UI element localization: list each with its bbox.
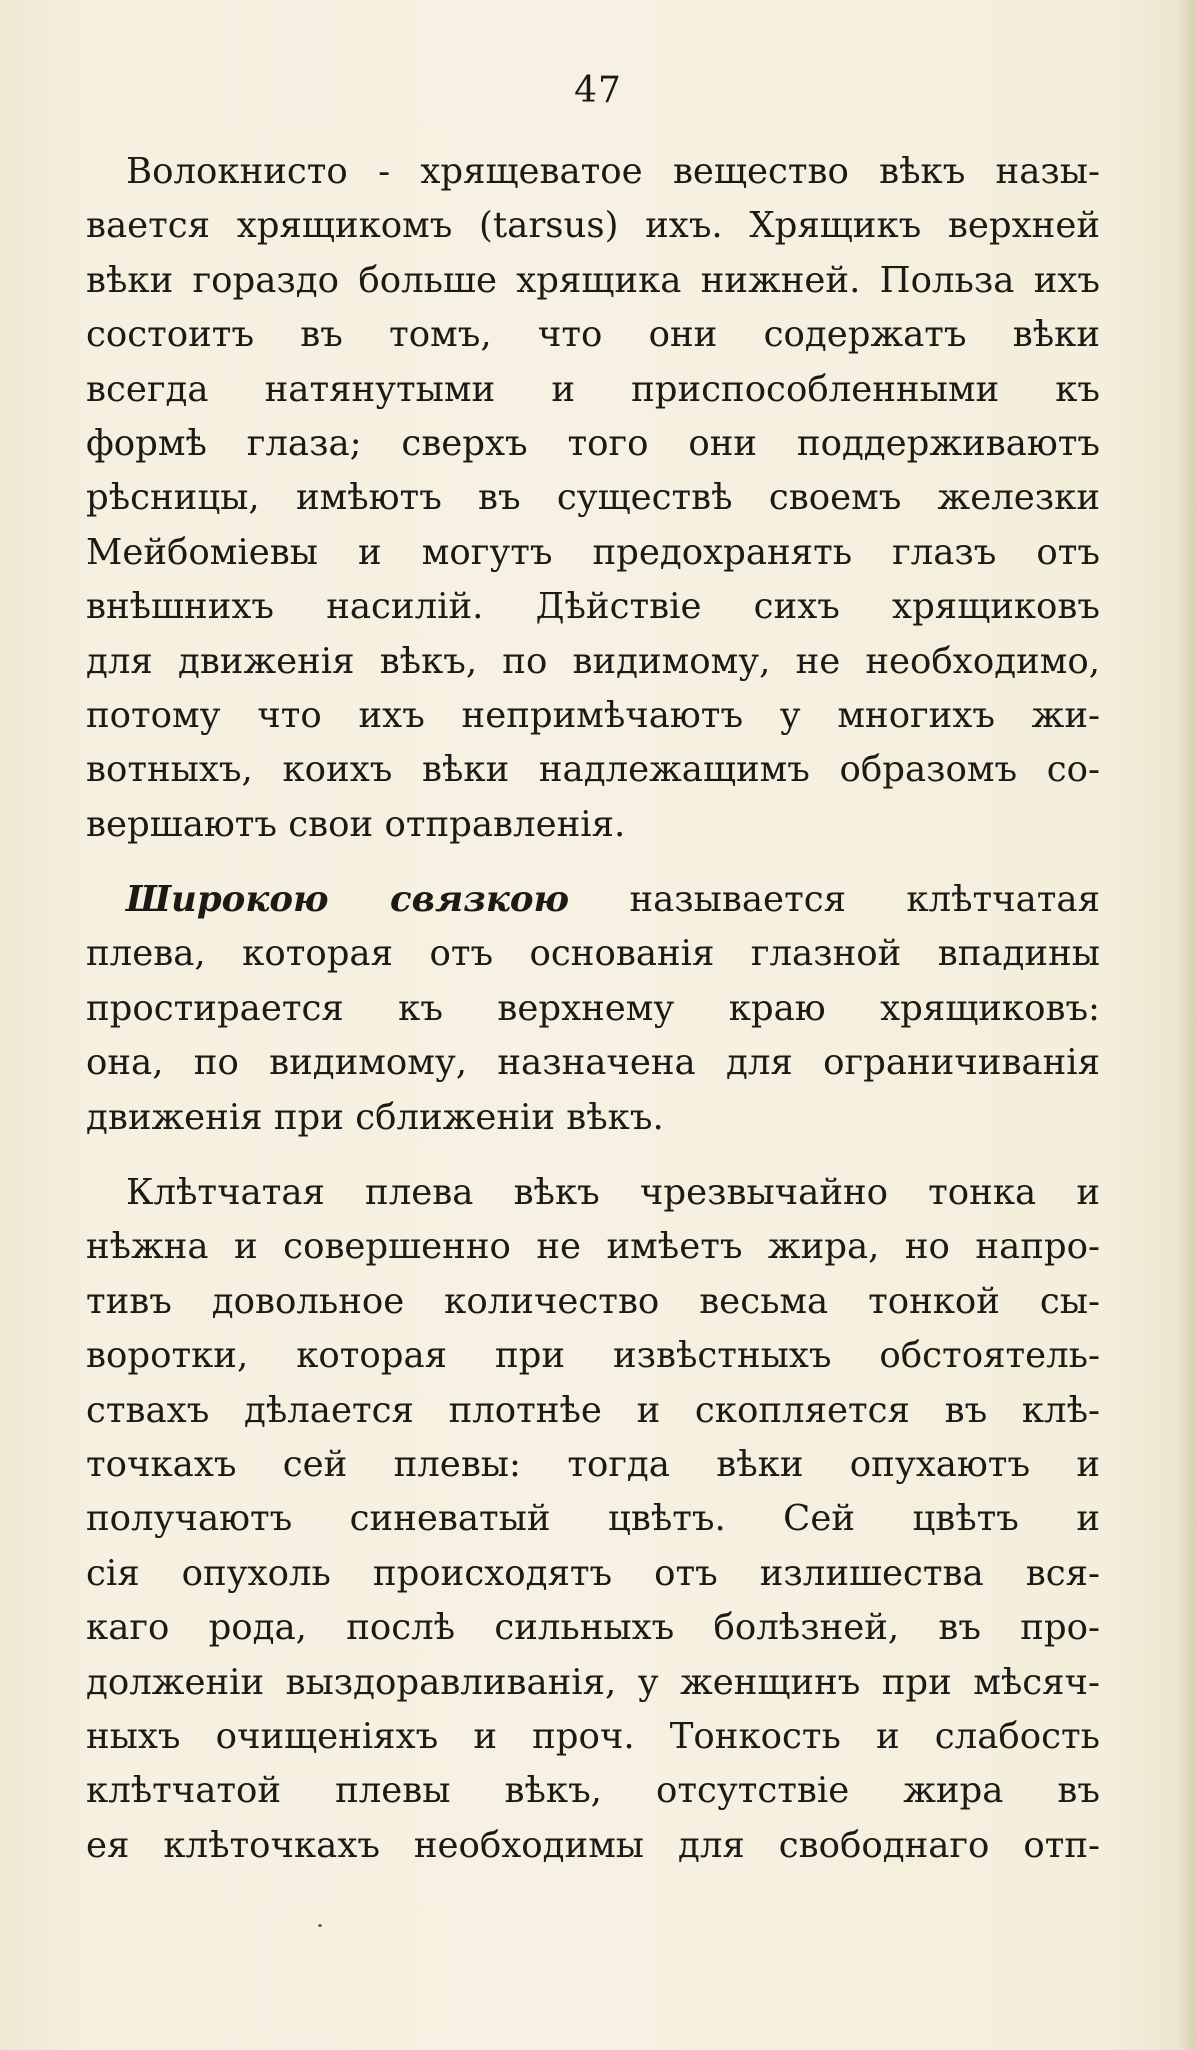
text-line: получаютъ синеватый цвѣтъ. Сей цвѣтъ и bbox=[86, 1498, 1100, 1540]
text-line: вается хрящикомъ (tarsus) ихъ. Хрящикъ верхней bbox=[86, 205, 1100, 247]
paragraph-2 bbox=[86, 873, 1100, 1145]
text-line: тивъ довольное количество весьма тонкой сы- bbox=[86, 1280, 1100, 1322]
text-line: ея клѣточкахъ необходимы для свободнаго отп- bbox=[86, 1824, 1100, 1866]
text-line: состоитъ въ томъ, что они содержатъ вѣки bbox=[86, 314, 1100, 356]
paragraph-gap bbox=[86, 1145, 1100, 1166]
text-line: всегда натянутыми и приспособленными къ bbox=[86, 368, 1100, 410]
text-line: она, по видимому, назначена для ограничиванія bbox=[86, 1042, 1100, 1084]
paragraph-1 bbox=[86, 145, 1100, 852]
text-line bbox=[86, 873, 1100, 927]
text-line: ныхъ очищеніяхъ и проч. Тонкость и слабость bbox=[86, 1715, 1100, 1757]
text-line: долженіи выздоравливанія, у женщинъ при мѣсяч- bbox=[86, 1661, 1100, 1703]
page-edge-shadow bbox=[1178, 0, 1196, 2050]
body-text bbox=[86, 145, 1100, 1873]
paragraph-3 bbox=[86, 1166, 1100, 1873]
text-line: Волокнисто - хрящеватое вещество вѣкъ назы- bbox=[126, 151, 1100, 192]
text-line: воротки, которая при извѣстныхъ обстоятель- bbox=[86, 1335, 1100, 1377]
text-fragment: называется клѣтчатая bbox=[629, 879, 1100, 921]
text-line: потому что ихъ непримѣчаютъ у многихъ жи- bbox=[86, 694, 1100, 736]
text-line: внѣшнихъ насилій. Дѣйствіе сихъ хрящиковъ bbox=[86, 586, 1100, 628]
text-line: плева, которая отъ основанія глазной впадины bbox=[86, 933, 1100, 975]
text-line: точкахъ сей плевы: тогда вѣки опухаютъ и bbox=[86, 1443, 1100, 1485]
text-line: сія опухоль происходятъ отъ излишества вся- bbox=[86, 1552, 1100, 1594]
text-line: для движенія вѣкъ, по видимому, не необходимо, bbox=[86, 640, 1100, 682]
text-line: нѣжна и совершенно не имѣетъ жира, но напро- bbox=[86, 1226, 1100, 1268]
text-line: каго рода, послѣ сильныхъ болѣзней, въ про- bbox=[86, 1607, 1100, 1649]
page-number: 47 bbox=[574, 70, 622, 111]
text-line: вѣки гораздо больше хрящика нижней. Польза ихъ bbox=[86, 259, 1100, 301]
italic-term: Широкою связкою bbox=[126, 879, 570, 921]
text-line: вотныхъ, коихъ вѣки надлежащимъ образомъ со- bbox=[86, 749, 1100, 791]
text-line: рѣсницы, имѣютъ въ существѣ своемъ железки bbox=[86, 477, 1100, 519]
text-line: движенія при сближеніи вѣкъ. bbox=[86, 1096, 664, 1138]
ink-speck bbox=[318, 1924, 322, 1927]
text-line: Клѣтчатая плева вѣкъ чрезвычайно тонка и bbox=[126, 1172, 1100, 1214]
text-line: Мейбоміевы и могутъ предохранять глазъ отъ bbox=[86, 531, 1100, 573]
text-line: формѣ глаза; сверхъ того они поддерживаютъ bbox=[86, 422, 1100, 464]
text-line: клѣтчатой плевы вѣкъ, отсутствіе жира въ bbox=[86, 1770, 1100, 1812]
paragraph-gap bbox=[86, 852, 1100, 873]
text-line: вершаютъ свои отправленія. bbox=[86, 803, 626, 845]
text-line: ствахъ дѣлается плотнѣе и скопляется въ клѣ- bbox=[86, 1389, 1100, 1431]
text-line: простирается къ верхнему краю хрящиковъ: bbox=[86, 987, 1100, 1029]
